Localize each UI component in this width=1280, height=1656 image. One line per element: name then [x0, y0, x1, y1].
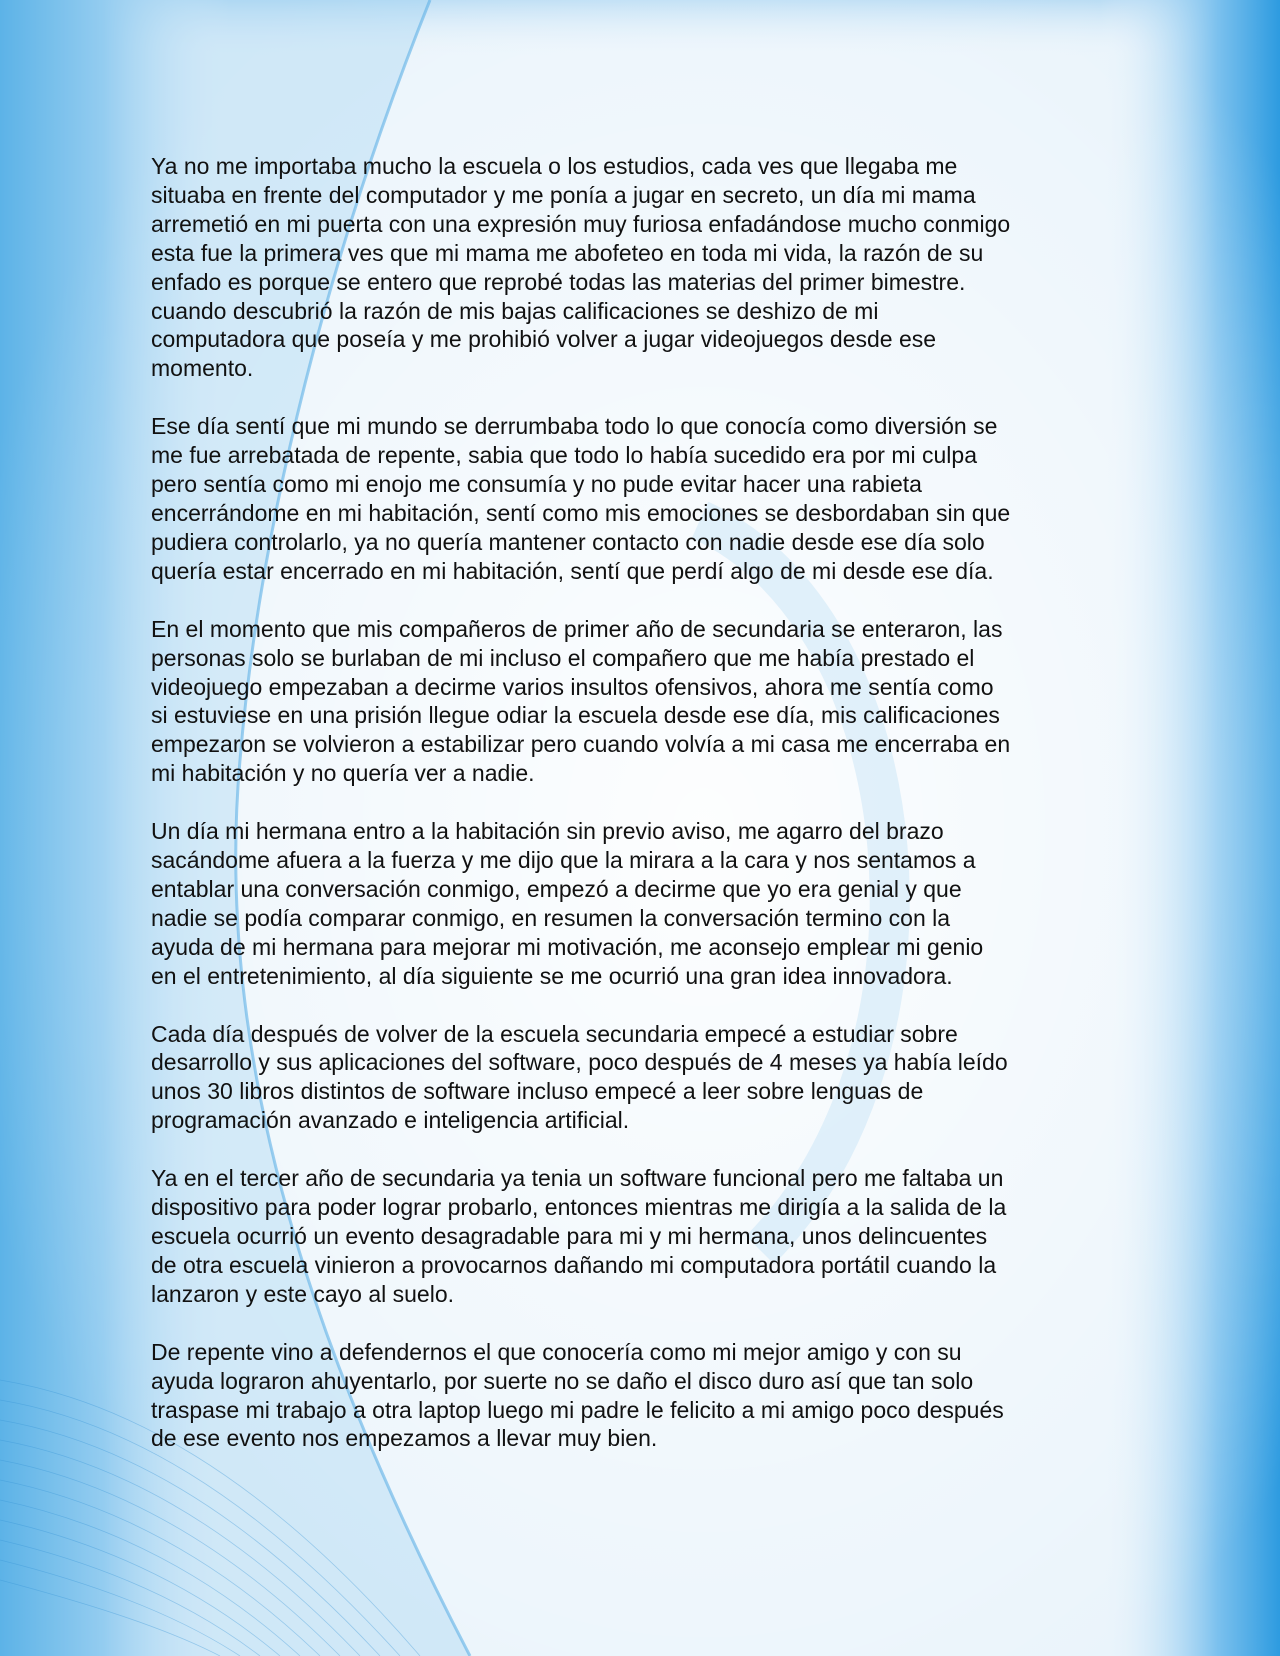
- paragraph: Ya en el tercer año de secundaria ya tenia un software funcional pero me faltaba un dispositivo para poder lograr probarlo, entonces mientras me dirigía a la salida de la escuela ocurrió un evento desagradable para mi y mi hermana, unos delincuentes de otra escuela vinieron a provocarnos dañando mi computadora portátil cuando la lanzaron y este cayo al suelo.: [151, 1165, 1007, 1307]
- document-body: [151, 152, 1103, 1482]
- paragraph: Ya no me importaba mucho la escuela o los estudios, cada ves que llegaba me situaba en frente del computador y me ponía a jugar en secreto, un día mi mama arremetió en mi puerta con una expresión muy furiosa enfadándose mucho conmigo esta fue la primera ves que mi mama me abofeteo en toda mi vida, la razón de su enfado es porque se entero que reprobé todas las materias del primer bimestre. cuando descubrió la razón de mis bajas calificaciones se deshizo de mi computadora que poseía y me prohibió volver a jugar videojuegos desde ese momento.: [151, 153, 1011, 382]
- paragraph: En el momento que mis compañeros de primer año de secundaria se enteraron, las personas solo se burlaban de mi incluso el compañero que me había prestado el videojuego empezaban a decirme varios insultos ofensivos, ahora me sentía como si estuviese en una prisión llegue odiar la escuela desde ese día, mis calificaciones empezaron se volvieron a estabilizar pero cuando volvía a mi casa me encerraba en mi habitación y no quería ver a nadie.: [151, 615, 1011, 787]
- paragraph: De repente vino a defendernos el que conocería como mi mejor amigo y con su ayuda lograron ahuyentarlo, por suerte no se daño el disco duro así que tan solo traspase mi trabajo a otra laptop luego mi padre le felicito a mi amigo poco después de ese evento nos empezamos a llevar muy bien.: [151, 1338, 1004, 1452]
- paragraph: Ese día sentí que mi mundo se derrumbaba todo lo que conocía como diversión se me fue arrebatada de repente, sabia que todo lo había sucedido era por mi culpa pero sentía como mi enojo me consumía y no pude evitar hacer una rabieta encerrándome en mi habitación, sentí como mis emociones se desbordaban sin que pudiera controlarlo, ya no quería mantener contacto con nadie desde ese día solo quería estar encerrado en mi habitación, sentí que perdí algo de mi desde ese día.: [151, 413, 1011, 584]
- paragraph: Un día mi hermana entro a la habitación sin previo aviso, me agarro del brazo sacándome afuera a la fuerza y me dijo que la mirara a la cara y nos sentamos a entablar una conversación conmigo, empezó a decirme que yo era genial y que nadie se podía comparar conmigo, en resumen la conversación termino con la ayuda de mi hermana para mejorar mi motivación, me aconsejo emplear mi genio en el entretenimiento, al día siguiente se me ocurrió una gran idea innovadora.: [151, 818, 984, 989]
- paragraph: Cada día después de volver de la escuela secundaria empecé a estudiar sobre desarrollo y sus aplicaciones del software, poco después de 4 meses ya había leído unos 30 libros distintos de software incluso empecé a leer sobre lenguas de programación avanzado e inteligencia artificial.: [151, 1020, 1008, 1134]
